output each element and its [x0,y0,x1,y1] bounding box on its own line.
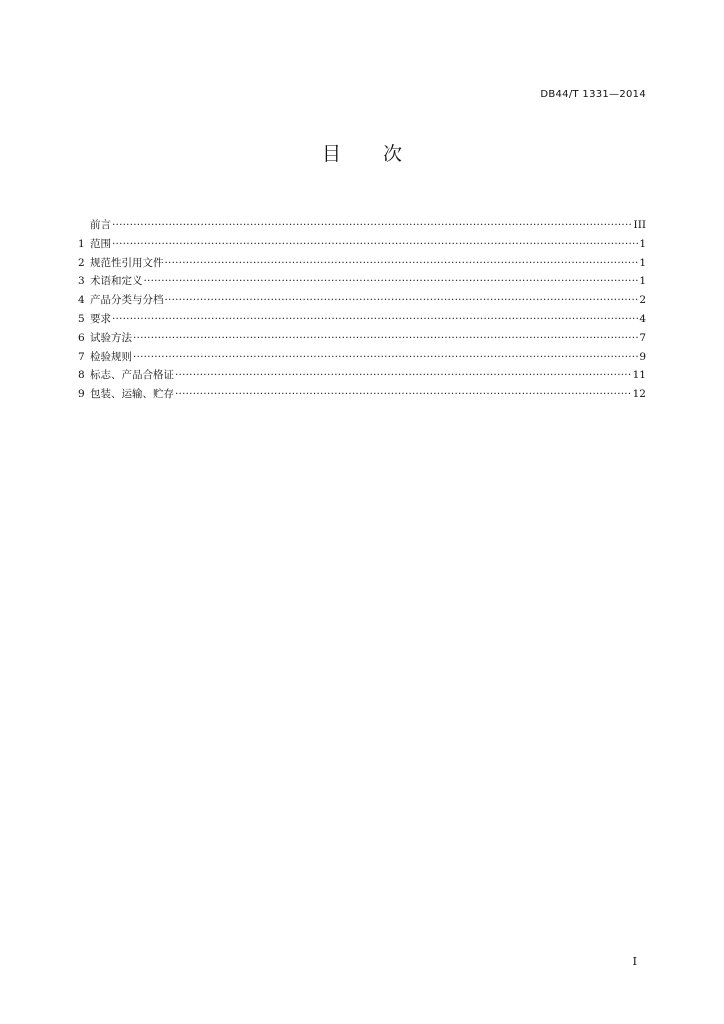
toc-entry-label: 包装、运输、贮存 [90,388,174,401]
toc-entry-number: 1 [78,237,85,250]
toc-entry-number: 2 [78,256,85,269]
toc-entry-inspection-rules[interactable] [78,348,646,367]
toc-entry-number: 4 [78,294,85,307]
toc-entry-requirements[interactable] [78,310,646,329]
toc-entry-marking-certificate[interactable] [78,366,646,385]
toc-entry-classification[interactable] [78,291,646,310]
toc-dot-leader [133,348,638,367]
toc-dot-leader [112,216,633,235]
toc-entry-page: 2 [639,294,646,307]
toc-entry-label: 术语和定义 [90,275,143,288]
toc-dot-leader [144,272,639,291]
toc-dot-leader [133,329,638,348]
toc-dot-leader [175,366,632,385]
toc-entry-label: 范围 [90,237,111,250]
toc-entry-label: 要求 [90,312,111,325]
toc-dot-leader [175,385,632,404]
toc-entry-packaging-transport-storage[interactable] [78,385,646,404]
table-of-contents [78,216,646,404]
toc-entry-label: 检验规则 [90,350,132,363]
toc-entry-page: 9 [639,350,646,363]
toc-entry-test-methods[interactable] [78,329,646,348]
toc-entry-page: 1 [639,256,646,269]
toc-entry-page: 12 [632,388,646,401]
toc-dot-leader [112,235,638,254]
toc-dot-leader [165,254,639,273]
toc-entry-label: 试验方法 [90,331,132,344]
toc-entry-page: 4 [639,312,646,325]
toc-dot-leader [165,291,639,310]
toc-entry-page: 11 [632,369,646,382]
title-char-2: 次 [383,143,403,165]
toc-entry-normative-references[interactable] [78,254,646,273]
toc-entry-page: 1 [639,275,646,288]
page-title [0,139,724,166]
toc-entry-page: 1 [639,237,646,250]
toc-dot-leader [112,310,638,329]
toc-entry-number: 9 [78,388,85,401]
toc-entry-label: 产品分类与分档 [90,294,164,307]
toc-entry-page: 7 [639,331,646,344]
toc-entry-scope[interactable] [78,235,646,254]
page-number: I [632,955,637,968]
toc-entry-number: 3 [78,275,85,288]
toc-entry-number: 5 [78,312,85,325]
toc-entry-label: 前言 [90,219,111,231]
toc-entry-foreword[interactable] [78,216,646,235]
toc-entry-label: 规范性引用文件 [90,256,164,269]
document-code: DB44/T 1331—2014 [540,89,646,100]
toc-entry-number: 7 [78,350,85,363]
toc-entry-terms-definitions[interactable] [78,272,646,291]
toc-entry-page: III [633,219,646,231]
toc-entry-label: 标志、产品合格证 [90,369,174,382]
title-char-1: 目 [321,143,341,165]
toc-entry-number: 8 [78,369,85,382]
toc-entry-number: 6 [78,331,85,344]
